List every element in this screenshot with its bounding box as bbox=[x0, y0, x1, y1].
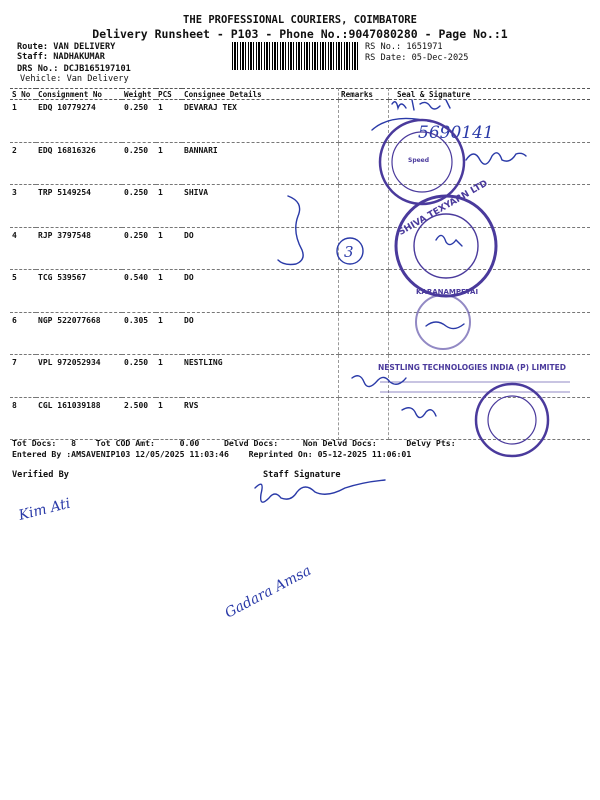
cell-weight: 2.500 bbox=[122, 397, 156, 440]
rs-date: RS Date: 05-Dec-2025 bbox=[365, 53, 469, 63]
col-consignee: Consignee Details bbox=[182, 89, 339, 100]
staff-signature-label: Staff Signature bbox=[263, 470, 341, 480]
cell-pcs: 1 bbox=[156, 185, 182, 228]
col-weight: Weight bbox=[122, 89, 156, 100]
cell-pcs: 1 bbox=[156, 397, 182, 440]
cell-consignee: SHIVA bbox=[182, 185, 339, 228]
totals-line: Tot Docs: 8 Tot COD Amt: 0.00 Delvd Docs: Non Delvd Docs: Delvy Pts: bbox=[12, 438, 456, 448]
drs-number: DRS No.: DCJB165197101 bbox=[17, 64, 131, 74]
cell-sno: 7 bbox=[10, 355, 36, 398]
stamp-shiva-name: SHIVA TEXYARN LTD bbox=[397, 178, 490, 238]
bottom-handwriting: Gadara Amsa bbox=[222, 562, 314, 622]
col-consignment: Consignment No bbox=[36, 89, 122, 100]
cell-consignee: DO bbox=[182, 312, 339, 355]
cell-consignee: DEVARAJ TEX bbox=[182, 100, 339, 143]
cell-consignment: CGL 161039188 bbox=[36, 397, 122, 440]
route-label: Route: VAN DELIVERY bbox=[17, 42, 116, 52]
cell-sno: 2 bbox=[10, 142, 36, 185]
cell-weight: 0.305 bbox=[122, 312, 156, 355]
entered-by-line: Entered By :AMSAVENIP103 12/05/2025 11:03:46 Reprinted On: 05-12-2025 11:06:01 bbox=[12, 449, 412, 459]
row8-signature bbox=[402, 408, 436, 418]
cell-sno: 4 bbox=[10, 227, 36, 270]
verified-by-label: Verified By bbox=[12, 470, 69, 480]
col-pcs: PCS bbox=[156, 89, 182, 100]
cell-consignee: DO bbox=[182, 270, 339, 313]
cell-sno: 8 bbox=[10, 397, 36, 440]
cell-consignment: EDQ 10779274 bbox=[36, 100, 122, 143]
circled-number: 3 bbox=[344, 243, 354, 261]
bracket-mark bbox=[278, 196, 303, 265]
cell-weight: 0.250 bbox=[122, 185, 156, 228]
verified-handwriting: Kim Ati bbox=[17, 495, 73, 524]
vehicle-label: Vehicle: Van Delivery bbox=[20, 74, 129, 84]
cell-consignment: VPL 972052934 bbox=[36, 355, 122, 398]
cell-pcs: 1 bbox=[156, 227, 182, 270]
svg-text:Speed: Speed bbox=[408, 157, 430, 164]
cell-pcs: 1 bbox=[156, 355, 182, 398]
cell-pcs: 1 bbox=[156, 142, 182, 185]
stamp-shiva-place: KARANAMPETAI bbox=[416, 288, 479, 296]
cell-pcs: 1 bbox=[156, 270, 182, 313]
stamp-nestling-name: NESTLING TECHNOLOGIES INDIA (P) LIMITED bbox=[378, 363, 566, 372]
col-sno: S No bbox=[10, 89, 36, 100]
shiva-texyarn-stamp bbox=[396, 179, 496, 296]
nestling-stamp bbox=[352, 363, 570, 392]
cell-weight: 0.250 bbox=[122, 142, 156, 185]
cell-consignment: EDQ 16816326 bbox=[36, 142, 122, 185]
cell-consignee: BANNARI bbox=[182, 142, 339, 185]
cell-sno: 1 bbox=[10, 100, 36, 143]
staff-signature-ink bbox=[255, 480, 385, 502]
row1-handwritten-number: 5690141 bbox=[418, 123, 494, 143]
cell-weight: 0.250 bbox=[122, 100, 156, 143]
cell-weight: 0.540 bbox=[122, 270, 156, 313]
staff-label: Staff: NADHAKUMAR bbox=[17, 52, 105, 62]
cell-pcs: 1 bbox=[156, 312, 182, 355]
company-title: THE PROFESSIONAL COURIERS, COIMBATORE bbox=[183, 14, 417, 26]
col-seal: Seal & Signature bbox=[389, 89, 591, 100]
cell-consignee: RVS bbox=[182, 397, 339, 440]
round-stamp-row8 bbox=[476, 384, 548, 456]
cell-consignee: NESTLING bbox=[182, 355, 339, 398]
cell-weight: 0.250 bbox=[122, 355, 156, 398]
col-remarks: Remarks bbox=[339, 89, 389, 100]
rs-number: RS No.: 1651971 bbox=[365, 42, 443, 52]
cell-pcs: 1 bbox=[156, 100, 182, 143]
cell-consignment: TRP 5149254 bbox=[36, 185, 122, 228]
cell-consignee: DO bbox=[182, 227, 339, 270]
runsheet-subtitle: Delivery Runsheet - P103 - Phone No.:9047080280 - Page No.:1 bbox=[92, 27, 508, 41]
round-stamp-row6 bbox=[416, 295, 470, 349]
cell-consignment: TCG 539567 bbox=[36, 270, 122, 313]
cell-weight: 0.250 bbox=[122, 227, 156, 270]
cell-consignment: RJP 3797548 bbox=[36, 227, 122, 270]
cell-sno: 5 bbox=[10, 270, 36, 313]
cell-sno: 6 bbox=[10, 312, 36, 355]
cell-consignment: NGP 522077668 bbox=[36, 312, 122, 355]
cell-sno: 3 bbox=[10, 185, 36, 228]
